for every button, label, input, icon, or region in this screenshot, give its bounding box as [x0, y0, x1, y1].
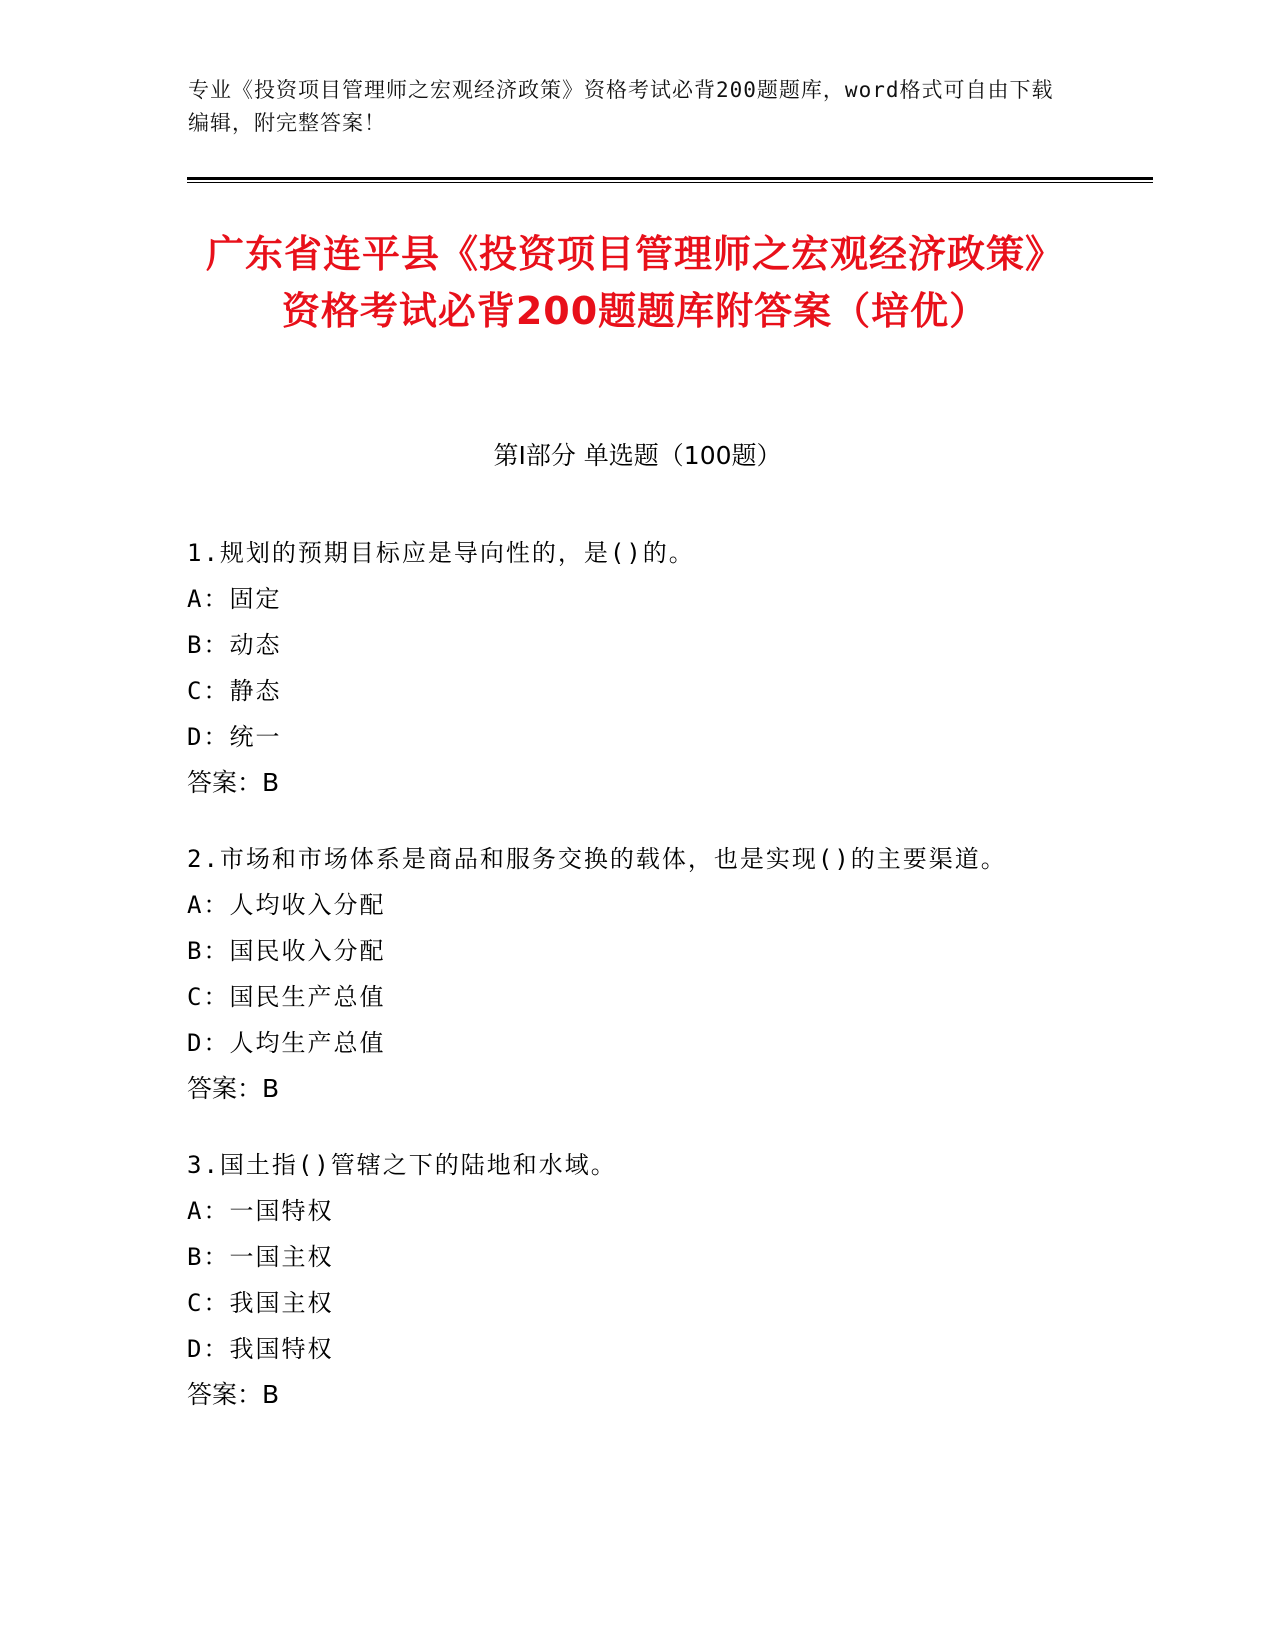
option-b: B：动态: [187, 631, 282, 659]
option-d: D：统一: [187, 723, 282, 751]
answer: 答案：B: [187, 1074, 280, 1103]
option-d: D：人均生产总值: [187, 1029, 386, 1057]
option-a: A：固定: [187, 585, 282, 613]
question-2: [187, 836, 1067, 1112]
option-a: A：一国特权: [187, 1197, 334, 1225]
answer: 答案：B: [187, 1380, 280, 1409]
header-rule-thin: [187, 182, 1153, 183]
answer: 答案：B: [187, 768, 280, 797]
question-list: [187, 530, 1067, 1448]
question-1: [187, 530, 1067, 806]
option-d: D：我国特权: [187, 1335, 334, 1363]
header-rule-thick: [187, 177, 1153, 180]
question-stem: 1.规划的预期目标应是导向性的，是()的。: [187, 539, 695, 567]
question-3: [187, 1142, 1067, 1418]
option-b: B：国民收入分配: [187, 937, 386, 965]
option-c: C：静态: [187, 677, 282, 705]
option-c: C：我国主权: [187, 1289, 334, 1317]
document-title: 广东省连平县《投资项目管理师之宏观经济政策》资格考试必背200题题库附答案（培优）: [205, 232, 1064, 333]
option-b: B：一国主权: [187, 1243, 334, 1271]
header-note: 专业《投资项目管理师之宏观经济政策》资格考试必背200题题库，word格式可自由下载编辑，附完整答案！: [188, 78, 1054, 135]
question-stem: 3.国土指()管辖之下的陆地和水域。: [187, 1151, 617, 1179]
option-a: A：人均收入分配: [187, 891, 386, 919]
option-c: C：国民生产总值: [187, 983, 386, 1011]
section-heading: 第Ⅰ部分 单选题（100题）: [493, 441, 782, 470]
question-stem: 2.市场和市场体系是商品和服务交换的载体，也是实现()的主要渠道。: [187, 845, 1007, 873]
